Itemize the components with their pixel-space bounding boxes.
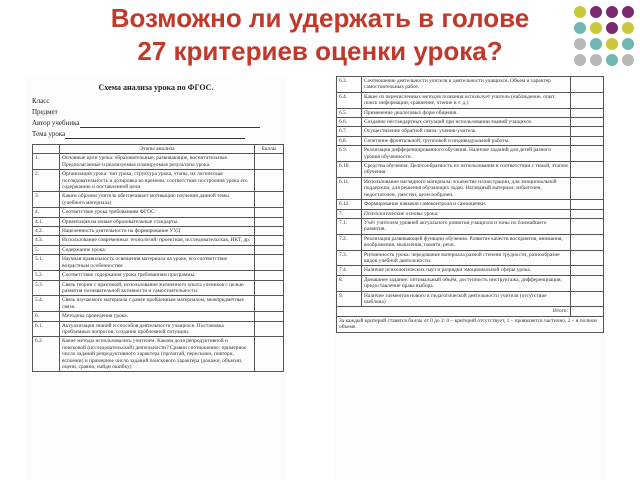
score-cell (255, 170, 284, 192)
row-num: 7.2. (337, 234, 362, 250)
row-text: Научная правильность освещения материала на уроке, его соответствие возрастным особенностям (60, 255, 255, 271)
row-text: Соответствие содержания урока требованиям программы. (60, 271, 255, 280)
score-cell (255, 321, 284, 337)
meta-lesson-topic: Тема урока (32, 129, 286, 140)
score-cell (255, 217, 284, 226)
score-cell (571, 291, 604, 307)
row-text: Связь изучаемого материала с ранее пройденным материалом, межпредметные связи. (60, 296, 255, 312)
score-cell (571, 218, 604, 234)
table-row (337, 291, 604, 307)
row-num: 6.5. (337, 108, 362, 117)
score-cell (571, 250, 604, 266)
score-cell (255, 192, 284, 208)
meta-class: Класс (32, 97, 50, 105)
row-num: 5.1. (33, 255, 60, 271)
slide-title-line-1: Возможно ли удержать в голове (110, 3, 530, 33)
analysis-scheme-page-1 (26, 76, 286, 480)
row-text: Ритмичность урока: чередование материала разной степени трудности, разнообразие видов учебной деятельности. (362, 250, 571, 266)
row-text: Использование современных технологий: проектная, исследовательская, ИКТ, др. (60, 236, 255, 245)
row-text: Соотношение деятельности учителя и деятельности учащихся. Объем и характер самостоятельных работ. (362, 77, 571, 93)
score-cell (571, 275, 604, 291)
row-num: 6.6. (337, 118, 362, 127)
table-row (337, 77, 604, 93)
score-cell (571, 146, 604, 162)
score-cell (571, 162, 604, 178)
row-num: 2. (33, 170, 60, 192)
footnote-row (337, 316, 604, 332)
table-row (337, 146, 604, 162)
score-cell (571, 209, 604, 218)
row-num: 6.1. (33, 321, 60, 337)
row-num: 6.10. (337, 162, 362, 178)
row-num: 6.7. (337, 127, 362, 136)
blank-line (80, 120, 260, 128)
table-row (33, 337, 284, 372)
table-row (337, 209, 604, 218)
row-num: 8. (337, 275, 362, 291)
row-num: 6.3. (337, 77, 362, 93)
row-text: Каким образом учитель обеспечивает мотивацию изучения данной темы (учебного материала) (60, 192, 255, 208)
row-text: Основные цели урока: образовательные, развивающие, воспитательные. Предполагаемые и реализуемые планируемые результаты урока. (60, 154, 255, 170)
score-cell (571, 136, 604, 145)
row-text: Домашнее задание: оптимальный объём, доступность инструктажа, дифференциация, предоставление права выбора. (362, 275, 571, 291)
slide-title-line-2: 27 критериев оценки урока? (137, 36, 503, 66)
row-text: Соответствие урока требованиям ФГОС: (60, 208, 255, 217)
score-cell (571, 92, 604, 108)
row-text: Организация урока: тип урока, структура урока, этапы, их логическая последовательность и дозировка во времени, соответствие построения урока его содержанию и поставленной цели. (60, 170, 255, 192)
table-row (337, 108, 604, 117)
row-text: Учёт учителем уровней актуального развития учащихся и зоны их ближайшего развития. (362, 218, 571, 234)
row-num: 6.8. (337, 136, 362, 145)
row-text: Психологические основы урока: (362, 209, 571, 218)
analysis-scheme-page-2 (334, 76, 606, 480)
scoring-footnote: За каждый критерий ставятся баллы от 0 до 2: 0 – критерий отсутствует, 1 – проявляется частично, 2 – в полном объеме. (337, 316, 604, 332)
table-row (33, 280, 284, 296)
row-num: 7.4. (337, 266, 362, 275)
header-name: Этапы анализа (60, 145, 255, 154)
criteria-table-right (336, 76, 604, 333)
row-text: Наличие психологических пауз и разрядки эмоциональной сферы урока. (362, 266, 571, 275)
row-num: 5.3. (33, 280, 60, 296)
row-text: Средства обучения. Целесообразность их использования в соответствии с темой, этапом обучения. (362, 162, 571, 178)
score-cell (571, 200, 604, 209)
row-num: 4.3. (33, 236, 60, 245)
row-num: 4.2. (33, 227, 60, 236)
score-cell (571, 127, 604, 136)
meta-textbook-author: Автор учебника (32, 118, 286, 129)
row-text: Создание нестандартных ситуаций при использовании знаний учащихся. (362, 118, 571, 127)
table-row (33, 217, 284, 226)
row-text: Связь теории с практикой, использование жизненного опыта учеников с целью развития познавательной активности и самостоятельности. (60, 280, 255, 296)
score-cell (255, 245, 284, 254)
row-num: 7.1. (337, 218, 362, 234)
score-cell (255, 236, 284, 245)
header-num (33, 145, 60, 154)
table-row (337, 92, 604, 108)
table-row (33, 227, 284, 236)
row-text: Содержание урока: (60, 245, 255, 254)
total-label: Итого: (337, 307, 571, 316)
row-num: 9. (337, 291, 362, 307)
table-row (33, 271, 284, 280)
row-text: Сочетание фронтальной, групповой и индивидуальной работы. (362, 136, 571, 145)
table-row (337, 136, 604, 145)
table-row (337, 250, 604, 266)
score-cell (571, 234, 604, 250)
row-text: Использование наглядного материала: в качестве иллюстрации, для эмоциональной поддержки, для решения обучающих задач. Наглядный материал: избыточен, недостаточен, уместен, целесообразен. (362, 177, 571, 199)
blank-line (65, 131, 245, 139)
row-text: Применение диалоговых форм общения. (362, 108, 571, 117)
table-row (33, 236, 284, 245)
score-cell (255, 227, 284, 236)
table-row (337, 275, 604, 291)
row-num: 6.12. (337, 200, 362, 209)
row-text: Формирование навыков самоконтроля и самооценки. (362, 200, 571, 209)
meta-subject: Предмет (32, 108, 58, 116)
table-row (337, 162, 604, 178)
row-num: 3. (33, 192, 60, 208)
row-text: Реализация развивающей функции обучения. Развитие качеств восприятия, внимания, воображения, мышления, памяти, речи. (362, 234, 571, 250)
row-num: 6.2. (33, 337, 60, 372)
table-row (33, 154, 284, 170)
row-num: 5.2. (33, 271, 60, 280)
row-text: Методика проведения урока. (60, 312, 255, 321)
row-num: 1. (33, 154, 60, 170)
score-cell (255, 208, 284, 217)
decorative-dots (572, 4, 638, 70)
row-text: Нацеленность деятельности на формирование УУД (60, 227, 255, 236)
row-num: 6. (33, 312, 60, 321)
score-cell (571, 108, 604, 117)
total-row (337, 307, 604, 316)
lesson-meta (32, 96, 286, 140)
criteria-table-left (32, 144, 284, 372)
table-row (33, 296, 284, 312)
row-text: Актуализация знаний и способов деятельности учащихся. Постановка проблемных вопросов, создание проблемной ситуации. (60, 321, 255, 337)
score-cell (571, 266, 604, 275)
row-text: Реализация дифференцированного обучения. Наличие заданий для детей разного уровня обученности. (362, 146, 571, 162)
row-num: 4.1. (33, 217, 60, 226)
score-cell (255, 312, 284, 321)
score-cell (571, 177, 604, 199)
table-row (337, 127, 604, 136)
row-text: Какие методы использовались учителем. Какова доля репродуктивной и поисковой (исследовательской) деятельности? Сравни соотношение: примерное число заданий репродуктивного характера (прочитай, перескажи, повтори, вспомни) и примерное число заданий поискового характера (докажи, объясни, оцени, сравни, найди ошибку) (60, 337, 255, 372)
table-row (33, 208, 284, 217)
row-text: Наличие элементов нового в педагогической деятельности учителя (отсутствие шаблона) (362, 291, 571, 307)
table-row (337, 218, 604, 234)
score-cell (255, 154, 284, 170)
table-row (33, 255, 284, 271)
score-cell (255, 280, 284, 296)
scheme-title: Схема анализа урока по ФГОС. (98, 83, 214, 92)
table-row (33, 245, 284, 254)
score-cell (255, 337, 284, 372)
table-row (33, 312, 284, 321)
table-row (337, 118, 604, 127)
row-num: 6.11. (337, 177, 362, 199)
score-cell (255, 296, 284, 312)
table-row (337, 177, 604, 199)
header-score: Баллы (255, 145, 284, 154)
slide-title (0, 2, 640, 68)
table-row (33, 170, 284, 192)
score-cell (571, 77, 604, 93)
score-cell (255, 271, 284, 280)
row-num: 5. (33, 245, 60, 254)
table-row (337, 266, 604, 275)
score-cell (571, 118, 604, 127)
row-text: Осуществление обратной связи: ученик-учитель. (362, 127, 571, 136)
row-num: 6.9. (337, 146, 362, 162)
row-num: 7.3. (337, 250, 362, 266)
table-row (337, 200, 604, 209)
row-num: 7. (337, 209, 362, 218)
row-text: Ориентация на новые образовательные стандарты. (60, 217, 255, 226)
row-num: 6.4. (337, 92, 362, 108)
table-header-row (33, 145, 284, 154)
row-num: 4. (33, 208, 60, 217)
score-cell (255, 255, 284, 271)
table-row (33, 321, 284, 337)
table-row (33, 192, 284, 208)
row-text: Какие из перечисленных методов познания использует учитель (наблюдение, опыт, поиск информации, сравнение, чтение и т. д.) (362, 92, 571, 108)
row-num: 5.4. (33, 296, 60, 312)
total-score-cell (571, 307, 604, 316)
table-row (337, 234, 604, 250)
